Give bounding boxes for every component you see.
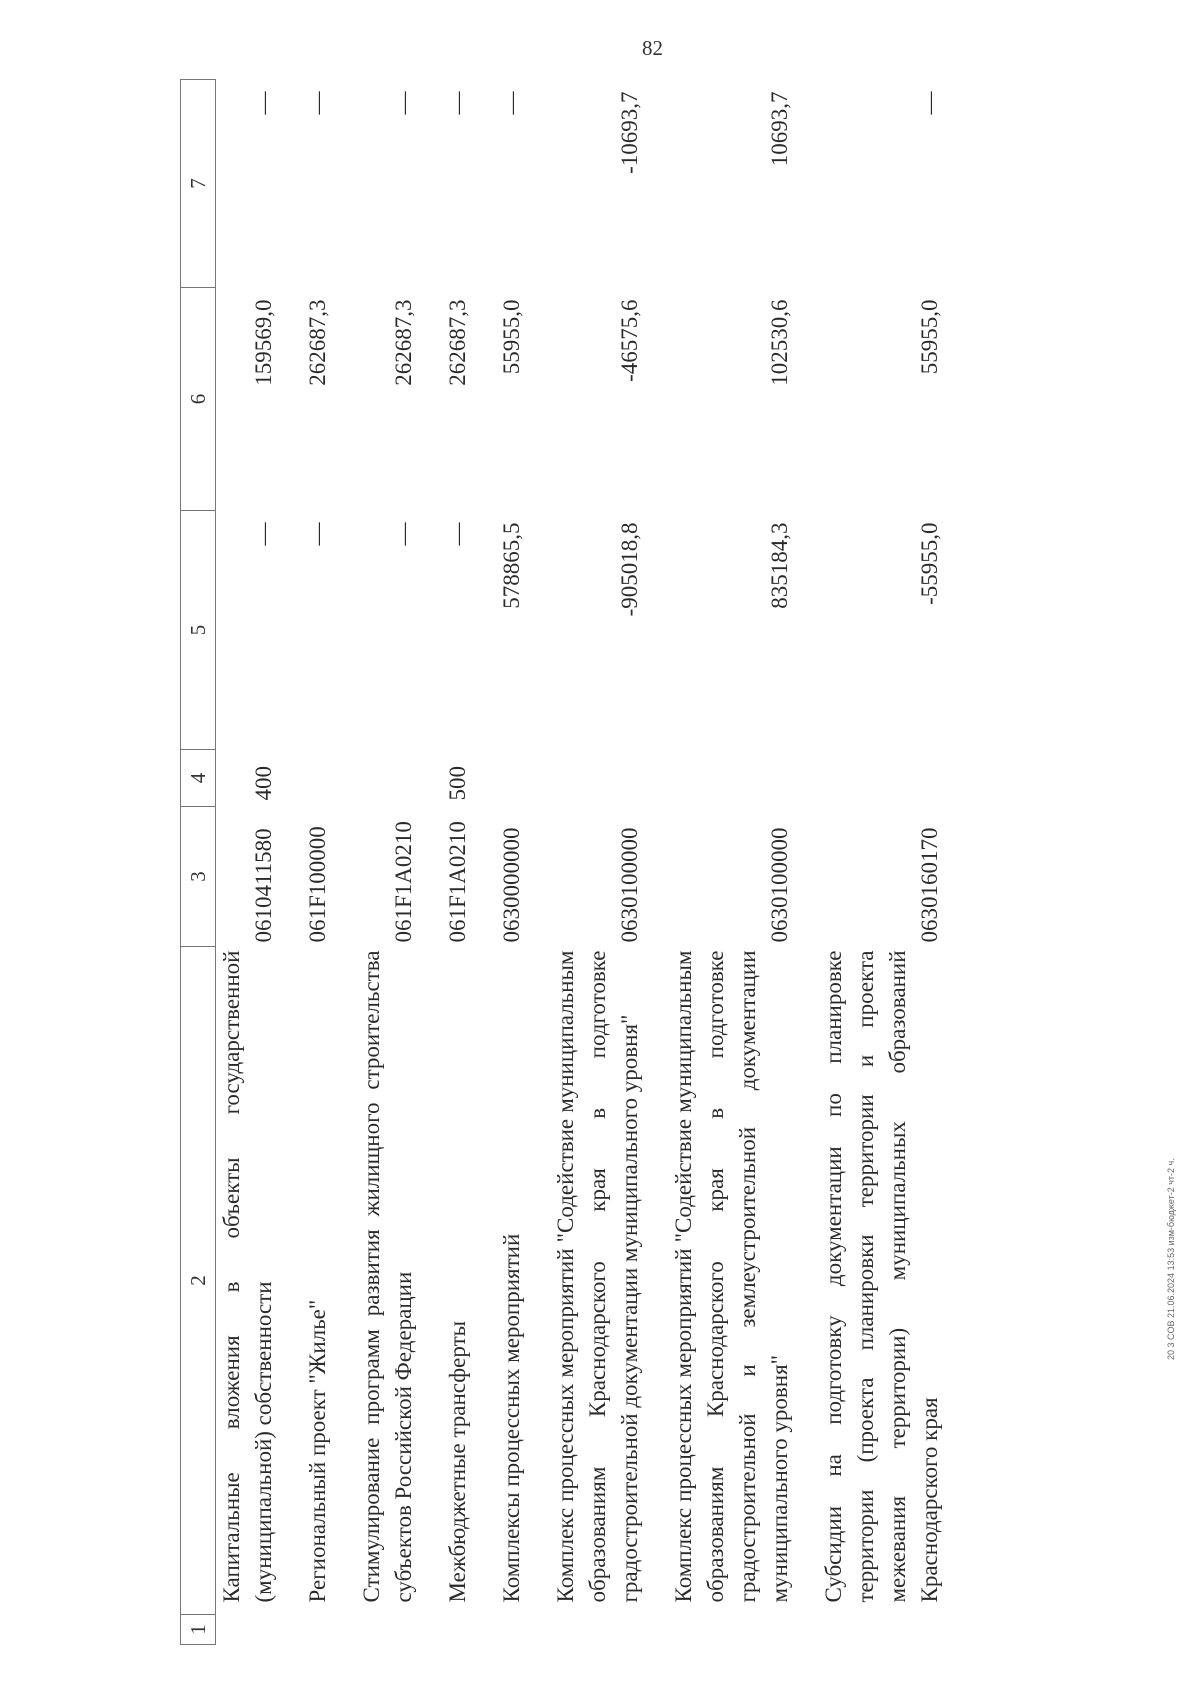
cell-code: 061F1A0210 [391,821,416,943]
column-header-6: 6 [181,288,216,511]
cell-code: 0630160170 [917,827,942,943]
cell-col6: 262687,3 [391,299,416,386]
cell-col7: — [305,91,330,115]
cell-empty [294,1615,348,1645]
cell-empty [216,1615,295,1645]
table-body [216,80,961,1645]
table-row [810,80,960,1645]
cell-col5: -905018,8 [617,522,642,617]
cell-col6: 102530,6 [767,299,792,386]
cell-col5: — [391,522,416,546]
rotated-table-container [180,80,1080,1645]
cell-name: Капитальные вложения в объекты государственной (муниципальной) собственности [219,950,276,1603]
column-header-4: 4 [181,750,216,807]
table-row [660,80,810,1645]
page-number: 82 [642,36,663,60]
table-row [488,80,542,1645]
cell-col7: — [251,91,276,115]
cell-code: 0610411580 [251,828,276,943]
budget-table [180,79,960,1645]
cell-col6: 262687,3 [445,299,470,386]
table-header-row [181,80,216,1645]
cell-empty [488,1615,542,1645]
column-header-3: 3 [181,807,216,947]
cell-col7: — [391,91,416,115]
cell-col7: 10693,7 [767,91,792,167]
cell-code: 061F1A0210 [445,821,470,943]
cell-name: Комплекс процессных мероприятий "Содействие муниципальным образованиям Краснодарского края в подготовке градостроительной документации муниципального уровня" [553,950,642,1603]
cell-expense-type [660,750,810,807]
cell-expense-type [488,750,542,807]
cell-empty [348,1615,434,1645]
cell-name: Комплексы процессных мероприятий [499,1233,524,1603]
column-header-7: 7 [181,80,216,288]
cell-empty [810,1615,960,1645]
cell-empty [542,1615,660,1645]
cell-empty [660,1615,810,1645]
cell-col6: -46575,6 [617,299,642,382]
cell-col7: — [499,91,524,115]
table-row [434,80,488,1645]
cell-expense-type [810,750,960,807]
cell-col6: 55955,0 [917,299,942,375]
cell-code: 0630000000 [499,827,524,943]
cell-name: Региональный проект "Жилье" [305,1299,330,1603]
cell-col5: — [251,522,276,546]
cell-col5: — [305,522,330,546]
cell-code: 0630100000 [617,827,642,943]
cell-col7: — [917,91,942,115]
cell-col5: 835184,3 [767,522,792,609]
cell-code: 0630100000 [767,827,792,943]
cell-name: Субсидии на подготовку документации по планировке территории (проекта планировки территории и проекта межевания территории) муниципальных образований Краснодарского края [821,950,942,1603]
cell-expense-type: 400 [251,766,276,801]
cell-name: Комплекс процессных мероприятий "Содействие муниципальным образованиям Краснодарского края в подготовке градостроительной и землеустроительной документации муниципального уровня" [671,950,792,1603]
cell-expense-type: 500 [445,766,470,801]
cell-col6: 159569,0 [251,299,276,386]
cell-expense-type [542,750,660,807]
cell-name: Стимулирование программ развития жилищного строительства субъектов Российской Федерации [359,950,416,1603]
cell-col6: 262687,3 [305,299,330,386]
table-row [216,80,295,1645]
cell-expense-type [294,750,348,807]
column-header-1: 1 [181,1615,216,1645]
table-row [294,80,348,1645]
table-row [348,80,434,1645]
cell-col5: -55955,0 [917,522,942,605]
cell-col7: — [445,91,470,115]
cell-col6: 55955,0 [499,299,524,375]
cell-empty [434,1615,488,1645]
document-footer: 20 3 COB 21.06.2024 13:53 изм-бюджет-2 чт-2 ч. [1166,1158,1176,1360]
column-header-5: 5 [181,511,216,750]
cell-col5: 578865,5 [499,522,524,609]
table-row [542,80,660,1645]
column-header-2: 2 [181,947,216,1615]
cell-name: Межбюджетные трансферты [445,1320,470,1603]
cell-expense-type [348,750,434,807]
cell-col5: — [445,522,470,546]
cell-col7: -10693,7 [617,91,642,174]
cell-code: 061F100000 [305,826,330,943]
